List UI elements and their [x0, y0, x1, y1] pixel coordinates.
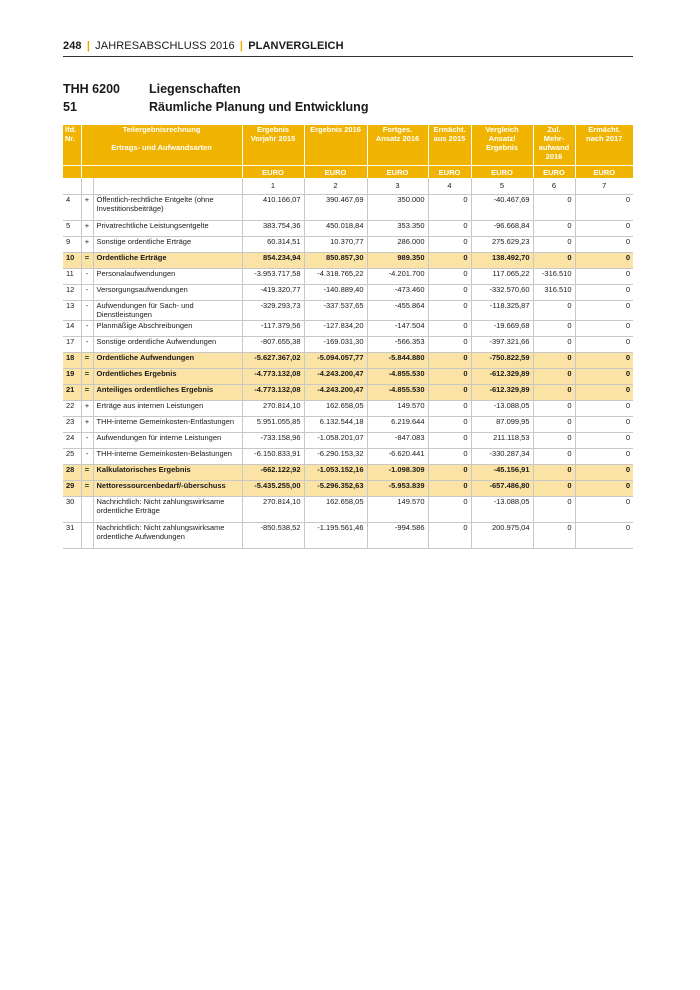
row-label: Nachrichtlich: Nicht zahlungswirksame ordentliche Erträge: [93, 496, 242, 522]
row-value: 286.000: [367, 236, 428, 252]
title-row: [63, 80, 368, 98]
row-value: 0: [428, 320, 471, 336]
row-value: -6.290.153,32: [304, 448, 367, 464]
row-value: -147.504: [367, 320, 428, 336]
row-number: 13: [63, 300, 81, 320]
row-value: -140.889,40: [304, 284, 367, 300]
row-operator: +: [81, 400, 93, 416]
row-value: 0: [428, 432, 471, 448]
row-value: 0: [428, 336, 471, 352]
row-value: 0: [575, 194, 633, 220]
row-value: 270.814,10: [242, 400, 304, 416]
chapter-title: PLANVERGLEICH: [248, 40, 344, 52]
row-operator: -: [81, 336, 93, 352]
header-rule: [63, 56, 633, 57]
table-row: [63, 416, 633, 432]
row-operator: -: [81, 268, 93, 284]
row-value: 410.166,07: [242, 194, 304, 220]
row-value: -117.379,56: [242, 320, 304, 336]
row-value: -4.773.132,08: [242, 368, 304, 384]
row-number: 19: [63, 368, 81, 384]
row-value: 0: [533, 480, 575, 496]
header-row: [63, 125, 633, 166]
table-row: [63, 284, 633, 300]
row-value: -397.321,66: [471, 336, 533, 352]
row-value: 0: [575, 416, 633, 432]
row-number: 9: [63, 236, 81, 252]
row-value: -662.122,92: [242, 464, 304, 480]
row-value: 0: [575, 268, 633, 284]
row-value: 989.350: [367, 252, 428, 268]
row-operator: +: [81, 416, 93, 432]
row-value: 0: [575, 448, 633, 464]
row-value: -455.864: [367, 300, 428, 320]
row-number: 10: [63, 252, 81, 268]
row-value: 0: [533, 336, 575, 352]
unit-cell: EURO: [575, 166, 633, 179]
table-row-total: [63, 252, 633, 268]
row-value: 450.018,84: [304, 220, 367, 236]
row-number: 30: [63, 496, 81, 522]
column-number: 1: [242, 178, 304, 194]
row-value: -1.058.201,07: [304, 432, 367, 448]
row-value: -657.486,80: [471, 480, 533, 496]
row-value: 0: [533, 320, 575, 336]
colnum-empty: [93, 178, 242, 194]
table-row-total: [63, 480, 633, 496]
row-value: 0: [575, 284, 633, 300]
table-row: [63, 268, 633, 284]
row-value: 0: [533, 300, 575, 320]
row-value: 0: [428, 368, 471, 384]
row-value: 60.314,51: [242, 236, 304, 252]
row-value: 854.234,94: [242, 252, 304, 268]
row-value: -4.855.530: [367, 384, 428, 400]
page-number: 248: [63, 40, 82, 52]
row-value: -45.156,91: [471, 464, 533, 480]
row-value: 0: [428, 236, 471, 252]
row-value: 162.658,05: [304, 496, 367, 522]
row-value: 383.754,36: [242, 220, 304, 236]
row-value: -850.538,52: [242, 522, 304, 548]
row-value: 0: [533, 400, 575, 416]
row-value: -612.329,89: [471, 384, 533, 400]
row-value: -332.570,60: [471, 284, 533, 300]
row-value: 850.857,30: [304, 252, 367, 268]
row-number: 17: [63, 336, 81, 352]
row-value: -4.773.132,08: [242, 384, 304, 400]
row-operator: =: [81, 464, 93, 480]
column-number: 4: [428, 178, 471, 194]
row-value: -612.329,89: [471, 368, 533, 384]
row-value: 0: [575, 400, 633, 416]
row-label: Nachrichtlich: Nicht zahlungswirksame ordentliche Aufwendungen: [93, 522, 242, 548]
row-label: Aufwendungen für interne Leistungen: [93, 432, 242, 448]
unit-cell: EURO: [533, 166, 575, 179]
row-value: -96.668,84: [471, 220, 533, 236]
title-name: Liegenschaften: [149, 82, 241, 96]
row-value: 0: [575, 464, 633, 480]
row-value: 0: [575, 236, 633, 252]
row-value: -994.586: [367, 522, 428, 548]
row-value: 0: [575, 384, 633, 400]
row-operator: -: [81, 320, 93, 336]
row-value: 0: [575, 220, 633, 236]
desc-header-line2: Ertrags- und Aufwandsarten: [111, 143, 212, 152]
col-header: Ermächt. aus 2015: [428, 125, 471, 166]
row-value: -19.669,68: [471, 320, 533, 336]
row-value: 0: [533, 448, 575, 464]
row-value: -1.195.561,46: [304, 522, 367, 548]
row-value: 200.975,04: [471, 522, 533, 548]
row-value: 0: [575, 320, 633, 336]
unit-cell: EURO: [428, 166, 471, 179]
row-label: THH-interne Gemeinkosten-Entlastungen: [93, 416, 242, 432]
row-value: 6.219.644: [367, 416, 428, 432]
row-value: 0: [533, 496, 575, 522]
table-row: [63, 496, 633, 522]
table-row: [63, 194, 633, 220]
table-row-total: [63, 384, 633, 400]
row-value: 0: [428, 480, 471, 496]
row-value: 0: [428, 194, 471, 220]
row-value: -5.435.255,00: [242, 480, 304, 496]
row-value: 0: [428, 284, 471, 300]
row-value: -3.953.717,58: [242, 268, 304, 284]
row-label: Sonstige ordentliche Erträge: [93, 236, 242, 252]
row-value: 353.350: [367, 220, 428, 236]
row-operator: [81, 522, 93, 548]
row-value: 0: [428, 496, 471, 522]
table-row: [63, 432, 633, 448]
row-value: 0: [575, 522, 633, 548]
row-value: -1.098.309: [367, 464, 428, 480]
row-value: -118.325,87: [471, 300, 533, 320]
row-value: -566.353: [367, 336, 428, 352]
row-value: 0: [575, 336, 633, 352]
row-operator: =: [81, 480, 93, 496]
row-value: -847.083: [367, 432, 428, 448]
row-number: 29: [63, 480, 81, 496]
table-row: [63, 300, 633, 320]
row-value: 0: [428, 416, 471, 432]
row-value: -807.655,38: [242, 336, 304, 352]
row-value: 0: [533, 252, 575, 268]
row-value: 350.000: [367, 194, 428, 220]
row-value: 149.570: [367, 400, 428, 416]
row-value: -13.088,05: [471, 496, 533, 522]
row-value: -4.318.765,22: [304, 268, 367, 284]
row-value: -4.243.200,47: [304, 368, 367, 384]
section-title: JAHRESABSCHLUSS 2016: [95, 40, 235, 52]
row-operator: =: [81, 352, 93, 368]
row-value: 390.467,69: [304, 194, 367, 220]
desc-header-line1: Teilergebnisrechnung: [122, 125, 201, 134]
row-value: 0: [533, 368, 575, 384]
column-number: 7: [575, 178, 633, 194]
row-label: Versorgungsaufwendungen: [93, 284, 242, 300]
row-value: -127.834,20: [304, 320, 367, 336]
row-value: 0: [428, 268, 471, 284]
row-label: Planmäßige Abschreibungen: [93, 320, 242, 336]
row-label: Öffentlich-rechtliche Entgelte (ohne Investitionsbeiträge): [93, 194, 242, 220]
row-value: 0: [428, 252, 471, 268]
row-value: 0: [533, 220, 575, 236]
row-value: -5.296.352,63: [304, 480, 367, 496]
row-value: 6.132.544,18: [304, 416, 367, 432]
unit-cell-empty: [63, 166, 81, 179]
row-value: -13.088,05: [471, 400, 533, 416]
page-header: [63, 40, 633, 52]
title-row: [63, 98, 368, 116]
row-label: Anteiliges ordentliches Ergebnis: [93, 384, 242, 400]
row-value: 0: [428, 400, 471, 416]
row-value: -4.243.200,47: [304, 384, 367, 400]
row-value: -6.620.441: [367, 448, 428, 464]
header-separator: |: [239, 40, 244, 52]
table-row: [63, 336, 633, 352]
column-number: 2: [304, 178, 367, 194]
row-value: -473.460: [367, 284, 428, 300]
row-value: -316.510: [533, 268, 575, 284]
row-operator: =: [81, 368, 93, 384]
row-number: 22: [63, 400, 81, 416]
row-value: 0: [575, 252, 633, 268]
row-value: 87.099,95: [471, 416, 533, 432]
row-value: -4.855.530: [367, 368, 428, 384]
table-row: [63, 522, 633, 548]
row-number: 14: [63, 320, 81, 336]
document-titles: [63, 80, 368, 116]
title-name: Räumliche Planung und Entwicklung: [149, 100, 369, 114]
row-label: Nettoressourcenbedarf/-überschuss: [93, 480, 242, 496]
table-row-total: [63, 368, 633, 384]
table-row-total: [63, 464, 633, 480]
row-value: 162.658,05: [304, 400, 367, 416]
col-header-description: [81, 125, 242, 166]
row-value: 0: [575, 496, 633, 522]
row-value: -750.822,59: [471, 352, 533, 368]
row-value: 0: [533, 464, 575, 480]
row-label: Ordentliches Ergebnis: [93, 368, 242, 384]
row-value: 0: [428, 448, 471, 464]
row-number: 31: [63, 522, 81, 548]
row-label: Sonstige ordentliche Aufwendungen: [93, 336, 242, 352]
row-label: Erträge aus internen Leistungen: [93, 400, 242, 416]
row-value: -5.094.057,77: [304, 352, 367, 368]
row-number: 4: [63, 194, 81, 220]
row-operator: -: [81, 284, 93, 300]
row-operator: =: [81, 252, 93, 268]
row-operator: +: [81, 220, 93, 236]
header-separator: |: [86, 40, 90, 52]
table-row: [63, 448, 633, 464]
row-number: 24: [63, 432, 81, 448]
col-header: Vergleich Ansatz/ Ergebnis: [471, 125, 533, 166]
unit-row: [63, 166, 633, 179]
row-value: -5.844.880: [367, 352, 428, 368]
results-table: [63, 125, 633, 549]
colnum-empty: [63, 178, 81, 194]
row-value: -733.158,96: [242, 432, 304, 448]
row-operator: -: [81, 300, 93, 320]
table-row: [63, 400, 633, 416]
row-value: 138.492,70: [471, 252, 533, 268]
unit-cell-empty: [81, 166, 242, 179]
row-value: 0: [533, 416, 575, 432]
row-value: 0: [428, 352, 471, 368]
row-value: 0: [533, 522, 575, 548]
row-value: 0: [575, 368, 633, 384]
row-operator: [81, 496, 93, 522]
row-value: 10.370,77: [304, 236, 367, 252]
unit-cell: EURO: [367, 166, 428, 179]
row-value: 211.118,53: [471, 432, 533, 448]
row-value: -6.150.833,91: [242, 448, 304, 464]
row-value: 0: [428, 464, 471, 480]
row-value: 0: [428, 300, 471, 320]
table-row: [63, 320, 633, 336]
col-header-nr: lfd. Nr.: [63, 125, 81, 166]
table-row: [63, 220, 633, 236]
row-value: -419.320,77: [242, 284, 304, 300]
col-header: Fortges. Ansatz 2016: [367, 125, 428, 166]
row-value: -1.053.152,16: [304, 464, 367, 480]
row-value: 0: [533, 194, 575, 220]
row-value: 0: [428, 220, 471, 236]
title-code: THH 6200: [63, 82, 120, 96]
col-header: Ergebnis Vorjahr 2015: [242, 125, 304, 166]
row-label: Kalkulatorisches Ergebnis: [93, 464, 242, 480]
row-value: -5.627.367,02: [242, 352, 304, 368]
row-value: 0: [533, 236, 575, 252]
row-value: 149.570: [367, 496, 428, 522]
row-value: 5.951.055,85: [242, 416, 304, 432]
row-value: -337.537,65: [304, 300, 367, 320]
colnum-empty: [81, 178, 93, 194]
row-label: THH-interne Gemeinkosten-Belastungen: [93, 448, 242, 464]
row-value: 275.629,23: [471, 236, 533, 252]
row-number: 23: [63, 416, 81, 432]
row-value: -4.201.700: [367, 268, 428, 284]
row-number: 25: [63, 448, 81, 464]
row-label: Aufwendungen für Sach- und Dienstleistungen: [93, 300, 242, 320]
row-label: Ordentliche Erträge: [93, 252, 242, 268]
row-number: 18: [63, 352, 81, 368]
row-label: Personalaufwendungen: [93, 268, 242, 284]
row-value: -40.467,69: [471, 194, 533, 220]
row-operator: +: [81, 194, 93, 220]
row-value: 316.510: [533, 284, 575, 300]
row-value: -5.953.839: [367, 480, 428, 496]
title-code: 51: [63, 100, 77, 114]
row-number: 11: [63, 268, 81, 284]
row-value: -169.031,30: [304, 336, 367, 352]
unit-cell: EURO: [242, 166, 304, 179]
column-number: 5: [471, 178, 533, 194]
row-number: 12: [63, 284, 81, 300]
column-number-row: [63, 178, 633, 194]
row-operator: +: [81, 236, 93, 252]
unit-cell: EURO: [304, 166, 367, 179]
row-value: 0: [533, 432, 575, 448]
column-number: 6: [533, 178, 575, 194]
row-value: 0: [575, 352, 633, 368]
row-value: 0: [575, 480, 633, 496]
row-value: 0: [575, 300, 633, 320]
col-header: Zul. Mehr-aufwand 2016: [533, 125, 575, 166]
table-row-total: [63, 352, 633, 368]
row-operator: -: [81, 432, 93, 448]
row-number: 5: [63, 220, 81, 236]
row-value: 0: [428, 384, 471, 400]
unit-cell: EURO: [471, 166, 533, 179]
row-label: Privatrechtliche Leistungsentgelte: [93, 220, 242, 236]
row-value: 117.065,22: [471, 268, 533, 284]
row-value: 270.814,10: [242, 496, 304, 522]
row-value: 0: [533, 352, 575, 368]
row-operator: =: [81, 384, 93, 400]
table-row: [63, 236, 633, 252]
col-header: Ergebnis 2016: [304, 125, 367, 166]
row-value: 0: [533, 384, 575, 400]
column-number: 3: [367, 178, 428, 194]
row-value: -330.287,34: [471, 448, 533, 464]
row-label: Ordentliche Aufwendungen: [93, 352, 242, 368]
row-value: 0: [575, 432, 633, 448]
row-number: 28: [63, 464, 81, 480]
col-header: Ermächt. nach 2017: [575, 125, 633, 166]
row-value: -329.293,73: [242, 300, 304, 320]
row-operator: -: [81, 448, 93, 464]
row-number: 21: [63, 384, 81, 400]
row-value: 0: [428, 522, 471, 548]
